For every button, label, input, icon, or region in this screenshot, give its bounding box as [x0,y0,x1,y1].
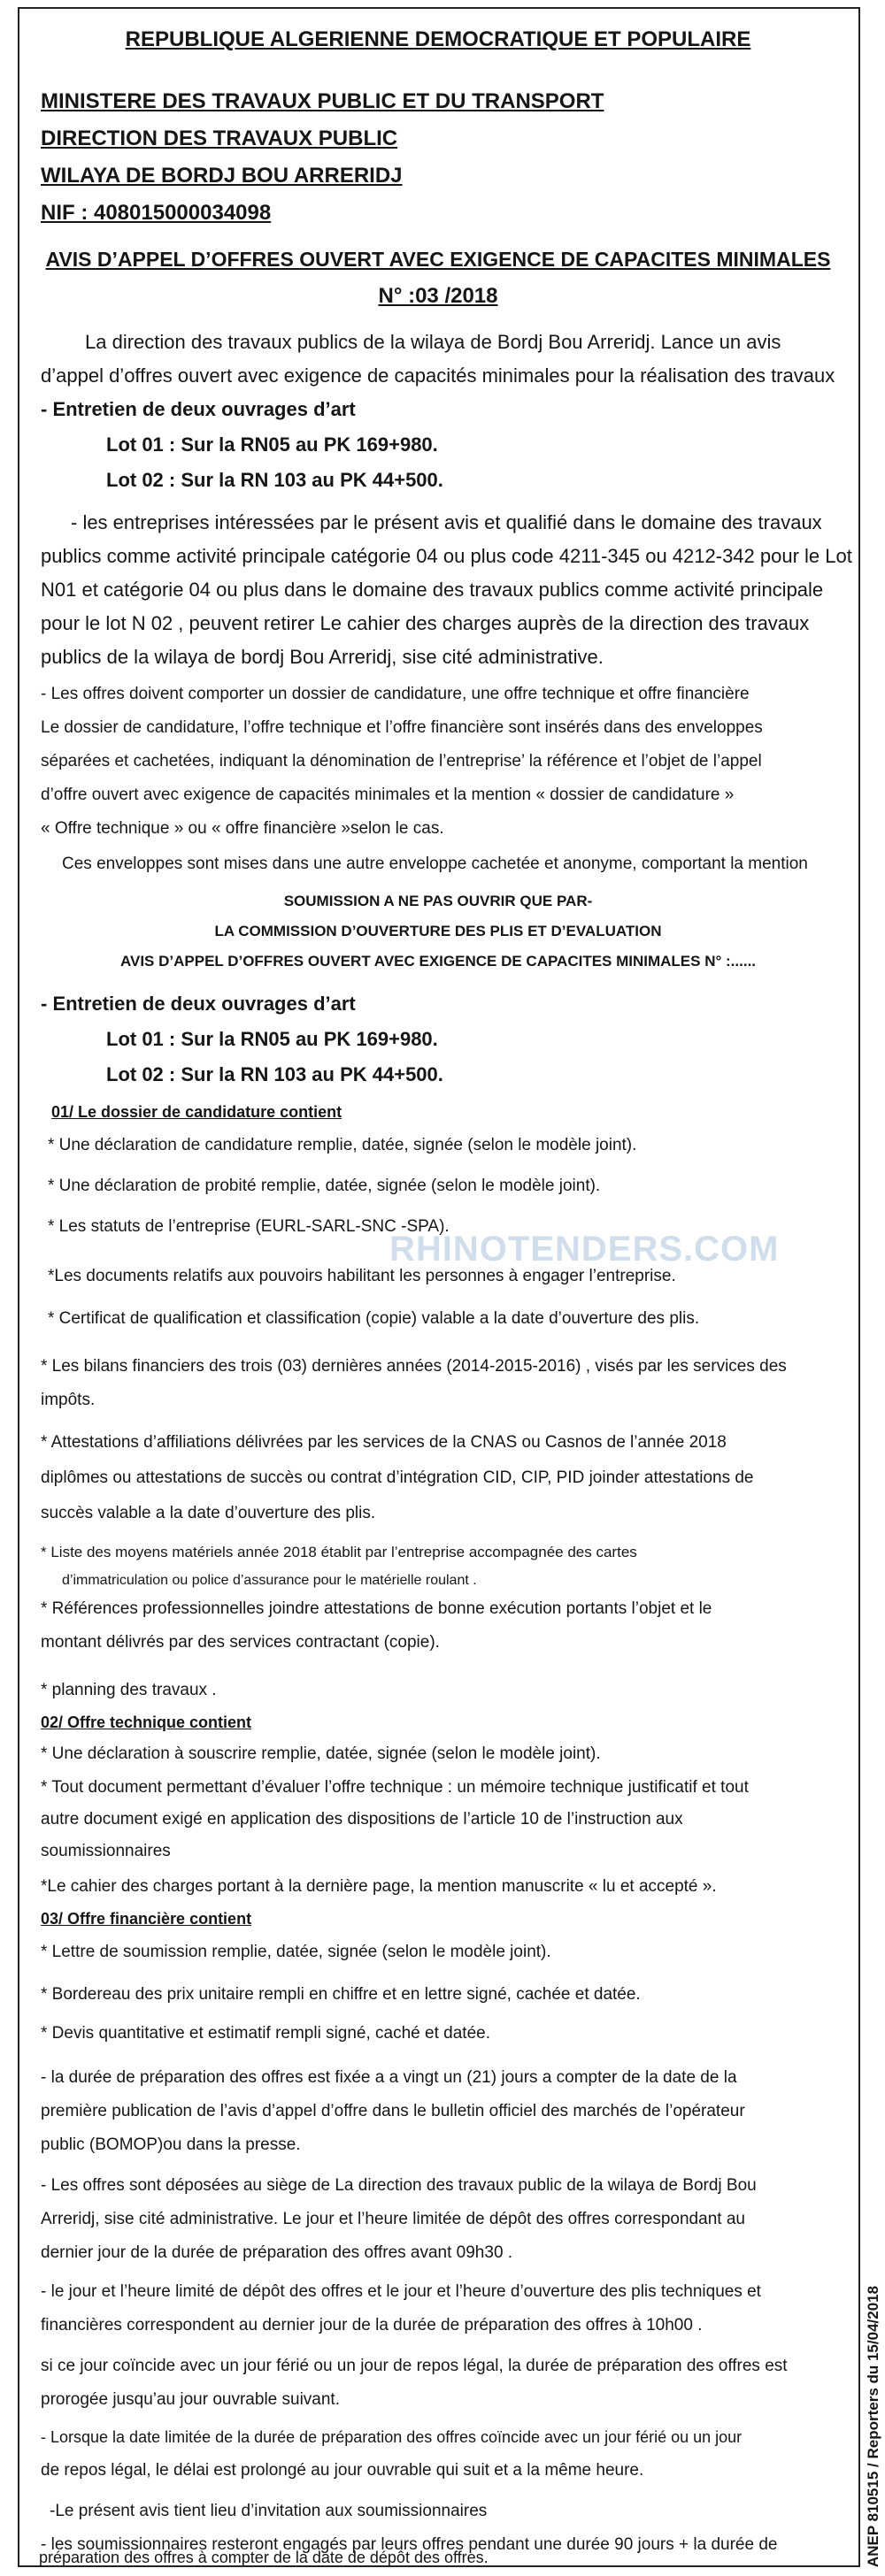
eligibility-line: publics de la wilaya de bordj Bou Arreridj, sise cité administrative. [41,646,604,668]
works-item: - Entretien de deux ouvrages d’art [41,398,356,420]
closing-line: Arreridj, sise cité administrative. Le jour et l’heure limitée de dépôt des offres correspondant au [41,2210,745,2228]
works-lot1: Lot 01 : Sur la RN05 au PK 169+980. [106,1028,438,1050]
mention-line: SOUMISSION A NE PAS OUVRIR QUE PAR- [283,893,593,909]
dossier-line: diplômes ou attestations de succès ou contrat d’intégration CID, CIP, PID joinder attestations de [41,1468,754,1487]
technique-section-title: 02/ Offre technique contient [41,1714,252,1731]
closing-line: - les soumissionnaires resteront engagés par leurs offres pendant une durée 90 jours + la durée de [41,2535,778,2554]
side-stamp [862,2285,885,2568]
eligibility-line: - les entreprises intéressées par le présent avis et qualifié dans le domaine des travaux [71,511,822,533]
mention-line: LA COMMISSION D’OUVERTURE DES PLIS ET D’EVALUATION [214,923,662,939]
side-stamp-text: ANEP 810515 / Reporters du 15/04/2018 [865,2285,881,2568]
eligibility-line: pour le lot N 02 , peuvent retirer Le cahier des charges auprès de la direction des travaux [41,612,810,634]
closing-line: prorogée jusqu’au jour ouvrable suivant. [41,2390,340,2409]
republic-heading: REPUBLIQUE ALGERIENNE DEMOCRATIQUE ET POPULAIRE [125,27,751,51]
eligibility-line: N01 et catégorie 04 ou plus dans le domaine des travaux publics comme activité principale [41,579,824,601]
offers-line: - Les offres doivent comporter un dossier de candidature, une offre technique et offre financière [41,685,750,703]
technique-line: autre document exigé en application des dispositions de l’article 10 de l’instruction aux [41,1810,683,1828]
notice-title: AVIS D’APPEL D’OFFRES OUVERT AVEC EXIGENCE DE CAPACITES MINIMALES [45,248,831,271]
financiere-section-title: 03/ Offre financière contient [41,1910,252,1928]
works-lot1: Lot 01 : Sur la RN05 au PK 169+980. [106,433,438,456]
dossier-line: * Une déclaration de probité remplie, datée, signée (selon le modèle joint). [48,1177,601,1195]
works-lot2: Lot 02 : Sur la RN 103 au PK 44+500. [106,469,443,491]
works-item: - Entretien de deux ouvrages d’art [41,993,356,1015]
ministry-heading: MINISTERE DES TRAVAUX PUBLIC ET DU TRANSPORT [41,89,604,113]
dossier-line: d’immatriculation ou police d’assurance pour le matérielle roulant . [62,1573,477,1588]
closing-line: de repos légal, le délai est prolongé au jour ouvrable qui suit et a la même heure. [41,2461,644,2480]
nif-heading: NIF : 408015000034098 [41,201,272,225]
dossier-line: impôts. [41,1391,96,1409]
closing-line: préparation des offres à compter de la date de dépôt des offres. [39,2549,489,2566]
dossier-line: * Liste des moyens matériels année 2018 établit par l’entreprise accompagnée des cartes [41,1544,637,1560]
offers-line: d’offre ouvert avec exigence de capacités minimales et la mention « dossier de candidature » [41,786,735,804]
technique-line: soumissionnaires [41,1842,171,1860]
dossier-line: * planning des travaux . [41,1681,217,1699]
dossier-line: * Attestations d’affiliations délivrées par les services de la CNAS ou Casnos de l’année 2018 [41,1433,727,1452]
offers-line: séparées et cachetées, indiquant la dénomination de l’entreprise’ la référence et l’objet de l’appel [41,752,762,770]
closing-line: public (BOMOP)ou dans la presse. [41,2135,301,2154]
closing-line: première publication de l’avis d’appel d’offre dans le bulletin officiel des marchés de l’opérateur [41,2102,745,2120]
financiere-line: * Devis quantitative et estimatif rempli signé, caché et datée. [41,2024,490,2043]
notice-number: N° :03 /2018 [378,284,498,308]
intro-line: La direction des travaux publics de la wilaya de Bordj Bou Arreridj. Lance un avis [85,331,781,353]
financiere-line: * Bordereau des prix unitaire rempli en chiffre et en lettre signé, cachée et datée. [41,1985,641,2004]
watermark: RHINOTENDERS.COM [389,1230,780,1269]
closing-line: financières correspondent au dernier jour de la durée de préparation des offres à 10h00 . [41,2316,703,2334]
intro-line: d’appel d’offres ouvert avec exigence de capacités minimales pour la réalisation des travaux [41,364,835,387]
closing-line: - la durée de préparation des offres est fixée a a vingt un (21) jours a compter de la date de la [41,2068,737,2087]
technique-line: *Le cahier des charges portant à la dernière page, la mention manuscrite « lu et accepté ». [41,1877,717,1896]
notice-page [18,7,860,2567]
technique-line: * Une déclaration à souscrire remplie, datée, signée (selon le modèle joint). [41,1744,601,1763]
works-lot2: Lot 02 : Sur la RN 103 au PK 44+500. [106,1063,443,1085]
dossier-line: * Les statuts de l’entreprise (EURL-SARL-SNC -SPA). [48,1217,450,1236]
dossier-line: succès valable a la date d’ouverture des plis. [41,1504,376,1522]
offers-line: Le dossier de candidature, l’offre technique et l’offre financière sont insérés dans des enveloppes [41,718,763,737]
closing-line: - Les offres sont déposées au siège de La direction des travaux public de la wilaya de Bordj Bou [41,2176,757,2195]
offers-line: Ces enveloppes sont mises dans une autre enveloppe cachetée et anonyme, comportant la mention [62,855,808,873]
wilaya-heading: WILAYA DE BORDJ BOU ARRERIDJ [41,164,403,188]
offers-line: « Offre technique » ou « offre financière »selon le cas. [41,819,444,838]
dossier-line: *Les documents relatifs aux pouvoirs habilitant les personnes à engager l’entreprise. [48,1267,676,1285]
financiere-line: * Lettre de soumission remplie, datée, signée (selon le modèle joint). [41,1943,551,1961]
dossier-line: * Certificat de qualification et classification (copie) valable a la date d’ouverture des plis. [48,1309,700,1328]
closing-line: dernier jour de la durée de préparation des offres avant 09h30 . [41,2243,513,2262]
direction-heading: DIRECTION DES TRAVAUX PUBLIC [41,126,398,150]
technique-line: * Tout document permettant d’évaluer l’offre technique : un mémoire technique justificatif et tout [41,1778,749,1797]
dossier-section-title: 01/ Le dossier de candidature contient [51,1103,342,1121]
dossier-line: montant délivrés par des services contractant (copie). [41,1633,440,1652]
closing-line: - Lorsque la date limitée de la durée de préparation des offres coïncide avec un jour férié ou un jour [41,2428,743,2446]
dossier-line: * Une déclaration de candidature remplie, datée, signée (selon le modèle joint). [48,1136,637,1154]
closing-line: -Le présent avis tient lieu d’invitation aux soumissionnaires [50,2502,488,2520]
eligibility-line: publics comme activité principale catégorie 04 ou plus code 4211-345 ou 4212-342 pour le Lot [41,545,852,567]
mention-line: AVIS D’APPEL D’OFFRES OUVERT AVEC EXIGENCE DE CAPACITES MINIMALES N° :...... [119,953,757,970]
closing-line: - le jour et l’heure limité de dépôt des offres et le jour et l’heure d’ouverture des plis techniques et [41,2282,761,2301]
closing-line: si ce jour coïncide avec un jour férié ou un jour de repos légal, la durée de préparation des offres est [41,2357,788,2375]
dossier-line: * Les bilans financiers des trois (03) dernières années (2014-2015-2016) , visés par les services des [41,1357,787,1376]
dossier-line: * Références professionnelles joindre attestations de bonne exécution portants l’objet et le [41,1599,712,1618]
